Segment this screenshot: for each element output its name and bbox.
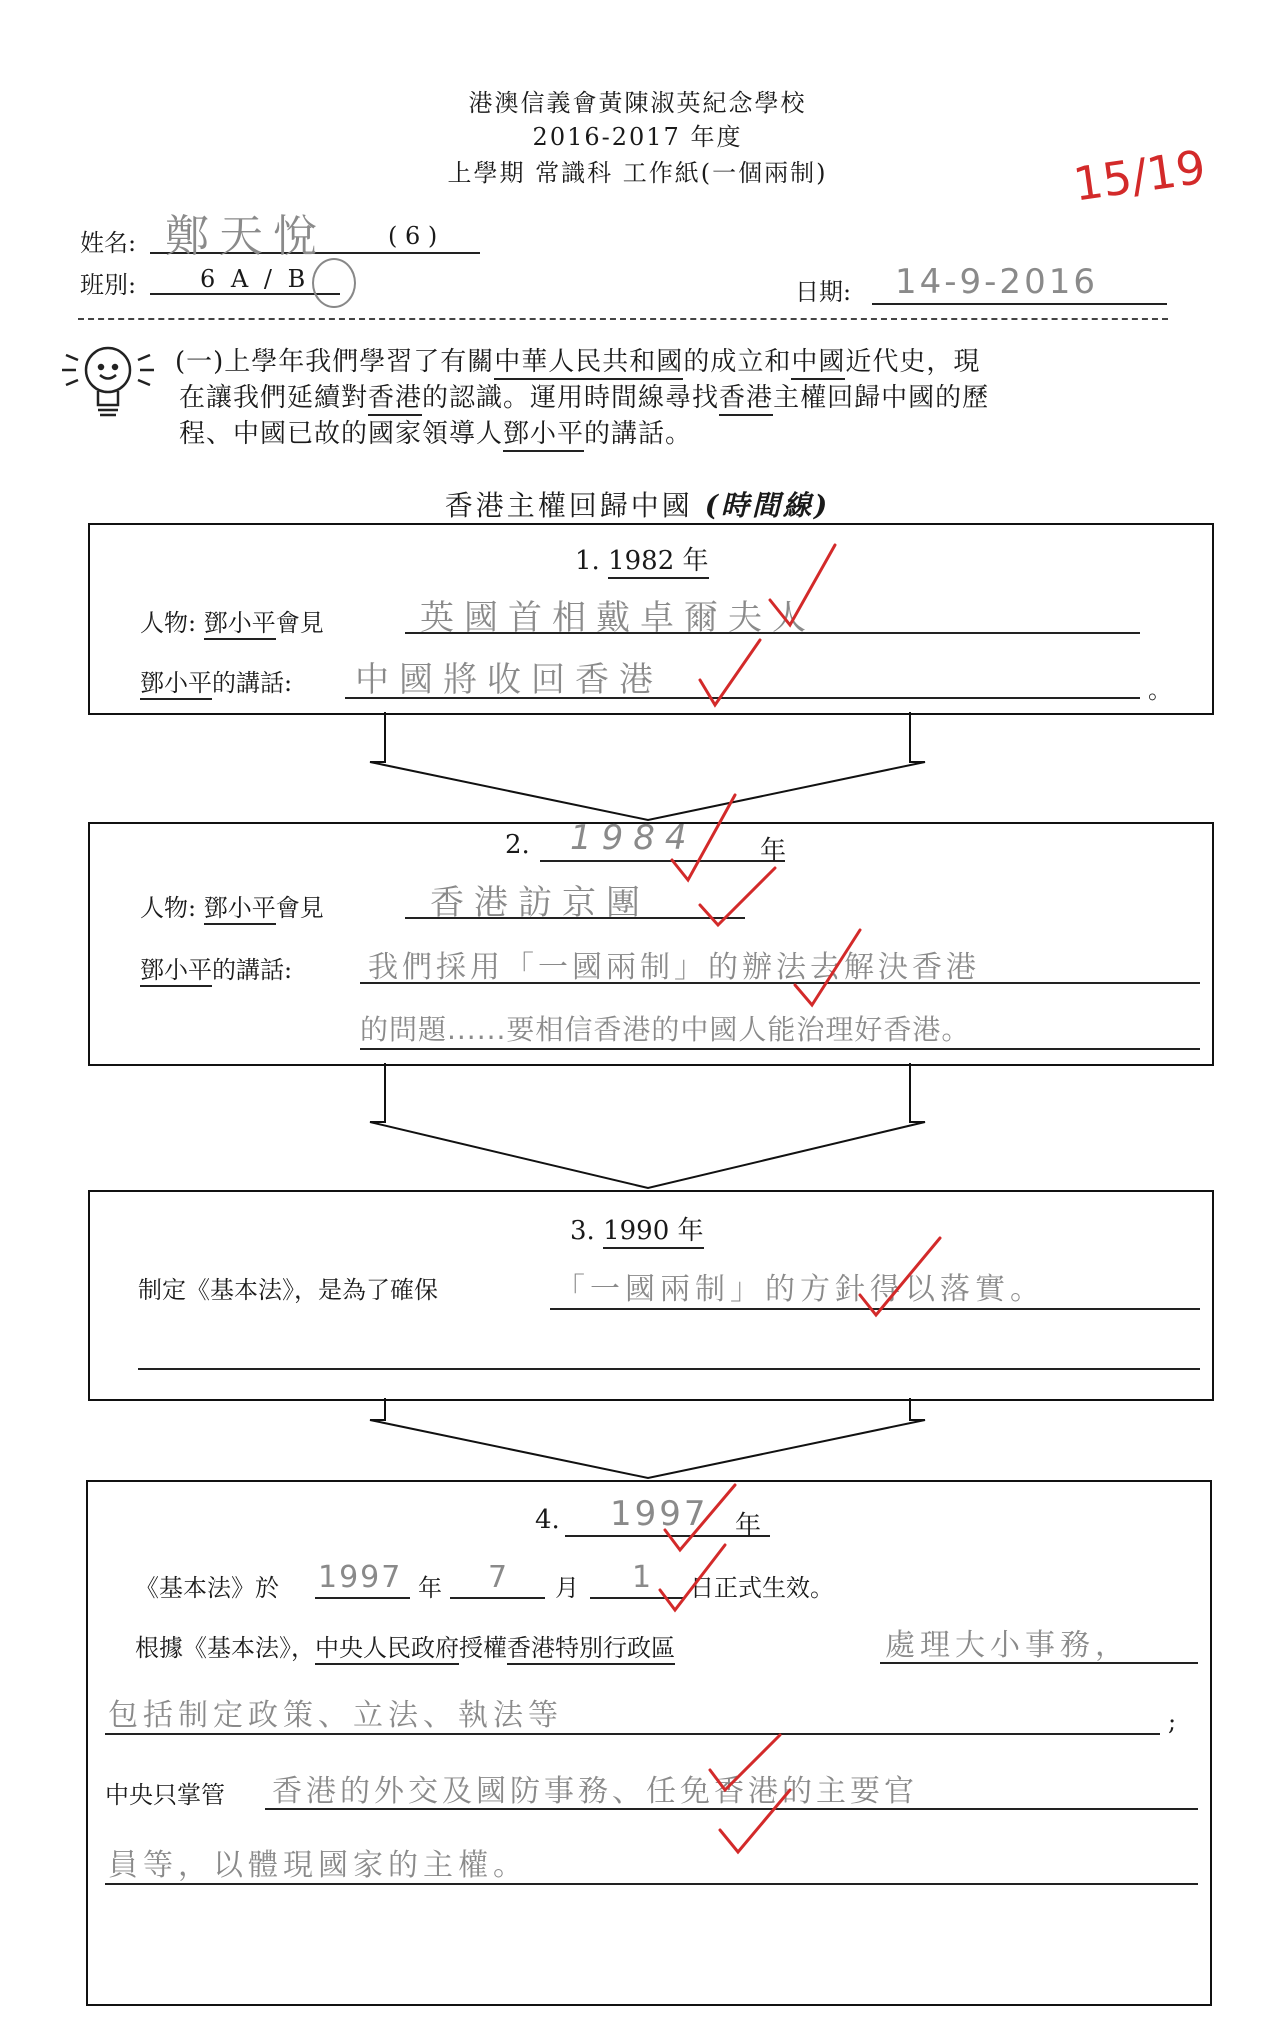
date-label: 日期:	[795, 278, 852, 306]
box4-central-label: 中央只掌管	[105, 1781, 225, 1809]
box4-central-answer-2: 員等，以體現國家的主權。	[108, 1848, 528, 1883]
check-mark-icon	[700, 868, 775, 925]
box4-basis-answer-2: 包括制定政策、立法、執法等	[108, 1698, 563, 1733]
box3-text: 制定《基本法》，是為了確保	[138, 1276, 438, 1304]
check-mark-icon	[770, 545, 835, 625]
check-mark-icon	[710, 1735, 780, 1790]
box4-num: 4.	[535, 1505, 560, 1535]
box4-year-answer: 1997	[610, 1494, 709, 1534]
box2-speech-answer-1: 我們採用「一國兩制」的辦法去解決香港	[368, 950, 980, 985]
box4-basis-label: 根據《基本法》，中央人民政府授權香港特別行政區	[135, 1628, 675, 1663]
name-value: 鄭天悅	[165, 211, 327, 262]
box2-person-answer: 香港訪京團	[430, 883, 650, 923]
school-year: 2016-2017 年度	[532, 123, 743, 151]
check-mark-icon	[700, 640, 760, 705]
box4-law-month-unit: 月	[555, 1574, 579, 1602]
check-mark-icon	[672, 795, 735, 880]
name-label: 姓名:	[80, 229, 137, 257]
box3-heading: 3. 1990 年	[570, 1210, 704, 1247]
check-mark-icon	[660, 1545, 725, 1610]
box1-speech-answer: 中國將收回香港	[355, 660, 663, 700]
school-name: 港澳信義會黃陳淑英紀念學校	[468, 89, 807, 117]
box4-law-year: 1997	[318, 1560, 403, 1595]
box2-num: 2.	[505, 830, 530, 860]
check-mark-icon	[860, 1238, 940, 1315]
worksheet-title: 上學期 常識科 工作紙(一個兩制)	[447, 159, 828, 187]
box4-semicolon: ;	[1168, 1708, 1177, 1736]
timeline-title: 香港主權回歸中國 (時間線)	[444, 489, 831, 522]
box4-basis-answer-1: 處理大小事務，	[885, 1628, 1130, 1663]
check-mark-icon	[665, 1485, 735, 1550]
class-label: 班別:	[80, 271, 137, 299]
check-mark-icon	[795, 930, 860, 1005]
box2-speech-label: 鄧小平的講話:	[140, 950, 292, 985]
box2-speech-answer-2: 的問題......要相信香港的中國人能治理好香港。	[360, 1013, 971, 1046]
box3-answer: 「一國兩制」的方針得以落實。	[555, 1272, 1045, 1307]
box1-person-label: 人物: 鄧小平會見	[140, 603, 324, 638]
box4-year-suffix: 年	[735, 1511, 762, 1541]
score-mark: 15/19	[1069, 139, 1209, 212]
box1-heading: 1. 1982 年	[575, 540, 709, 577]
intro-line-2: 在讓我們延續對香港的認識。運用時間線尋找香港主權回歸中國的歷	[175, 380, 1185, 416]
box4-law-month: 7	[488, 1560, 514, 1595]
class-value: 6 A / B	[200, 265, 310, 293]
box4-law-day: 1	[632, 1560, 658, 1595]
box1-period: 。	[1148, 676, 1172, 704]
intro-line-1: (一)上學年我們學習了有關中華人民共和國的成立和中國近代史，現	[175, 344, 1185, 380]
box1-speech-label: 鄧小平的講話:	[140, 663, 292, 698]
box2-year-answer: 1984	[570, 818, 697, 858]
box4-law-prefix: 《基本法》於	[135, 1574, 279, 1602]
box4-law-suffix: 日正式生效。	[690, 1574, 834, 1602]
intro-line-3: 程、中國已故的國家領導人鄧小平的講話。	[175, 416, 1185, 452]
box1-person-answer: 英國首相戴卓爾夫人	[420, 598, 816, 638]
check-mark-icon	[720, 1790, 790, 1852]
box2-person-label: 人物: 鄧小平會見	[140, 888, 324, 923]
box2-year-suffix: 年	[760, 836, 787, 866]
box4-law-year-unit: 年	[418, 1574, 442, 1602]
box4-central-answer-1: 香港的外交及國防事務、任免香港的主要官	[272, 1774, 918, 1809]
student-number: ( 6 )	[388, 222, 438, 250]
date-value: 14-9-2016	[895, 262, 1098, 302]
